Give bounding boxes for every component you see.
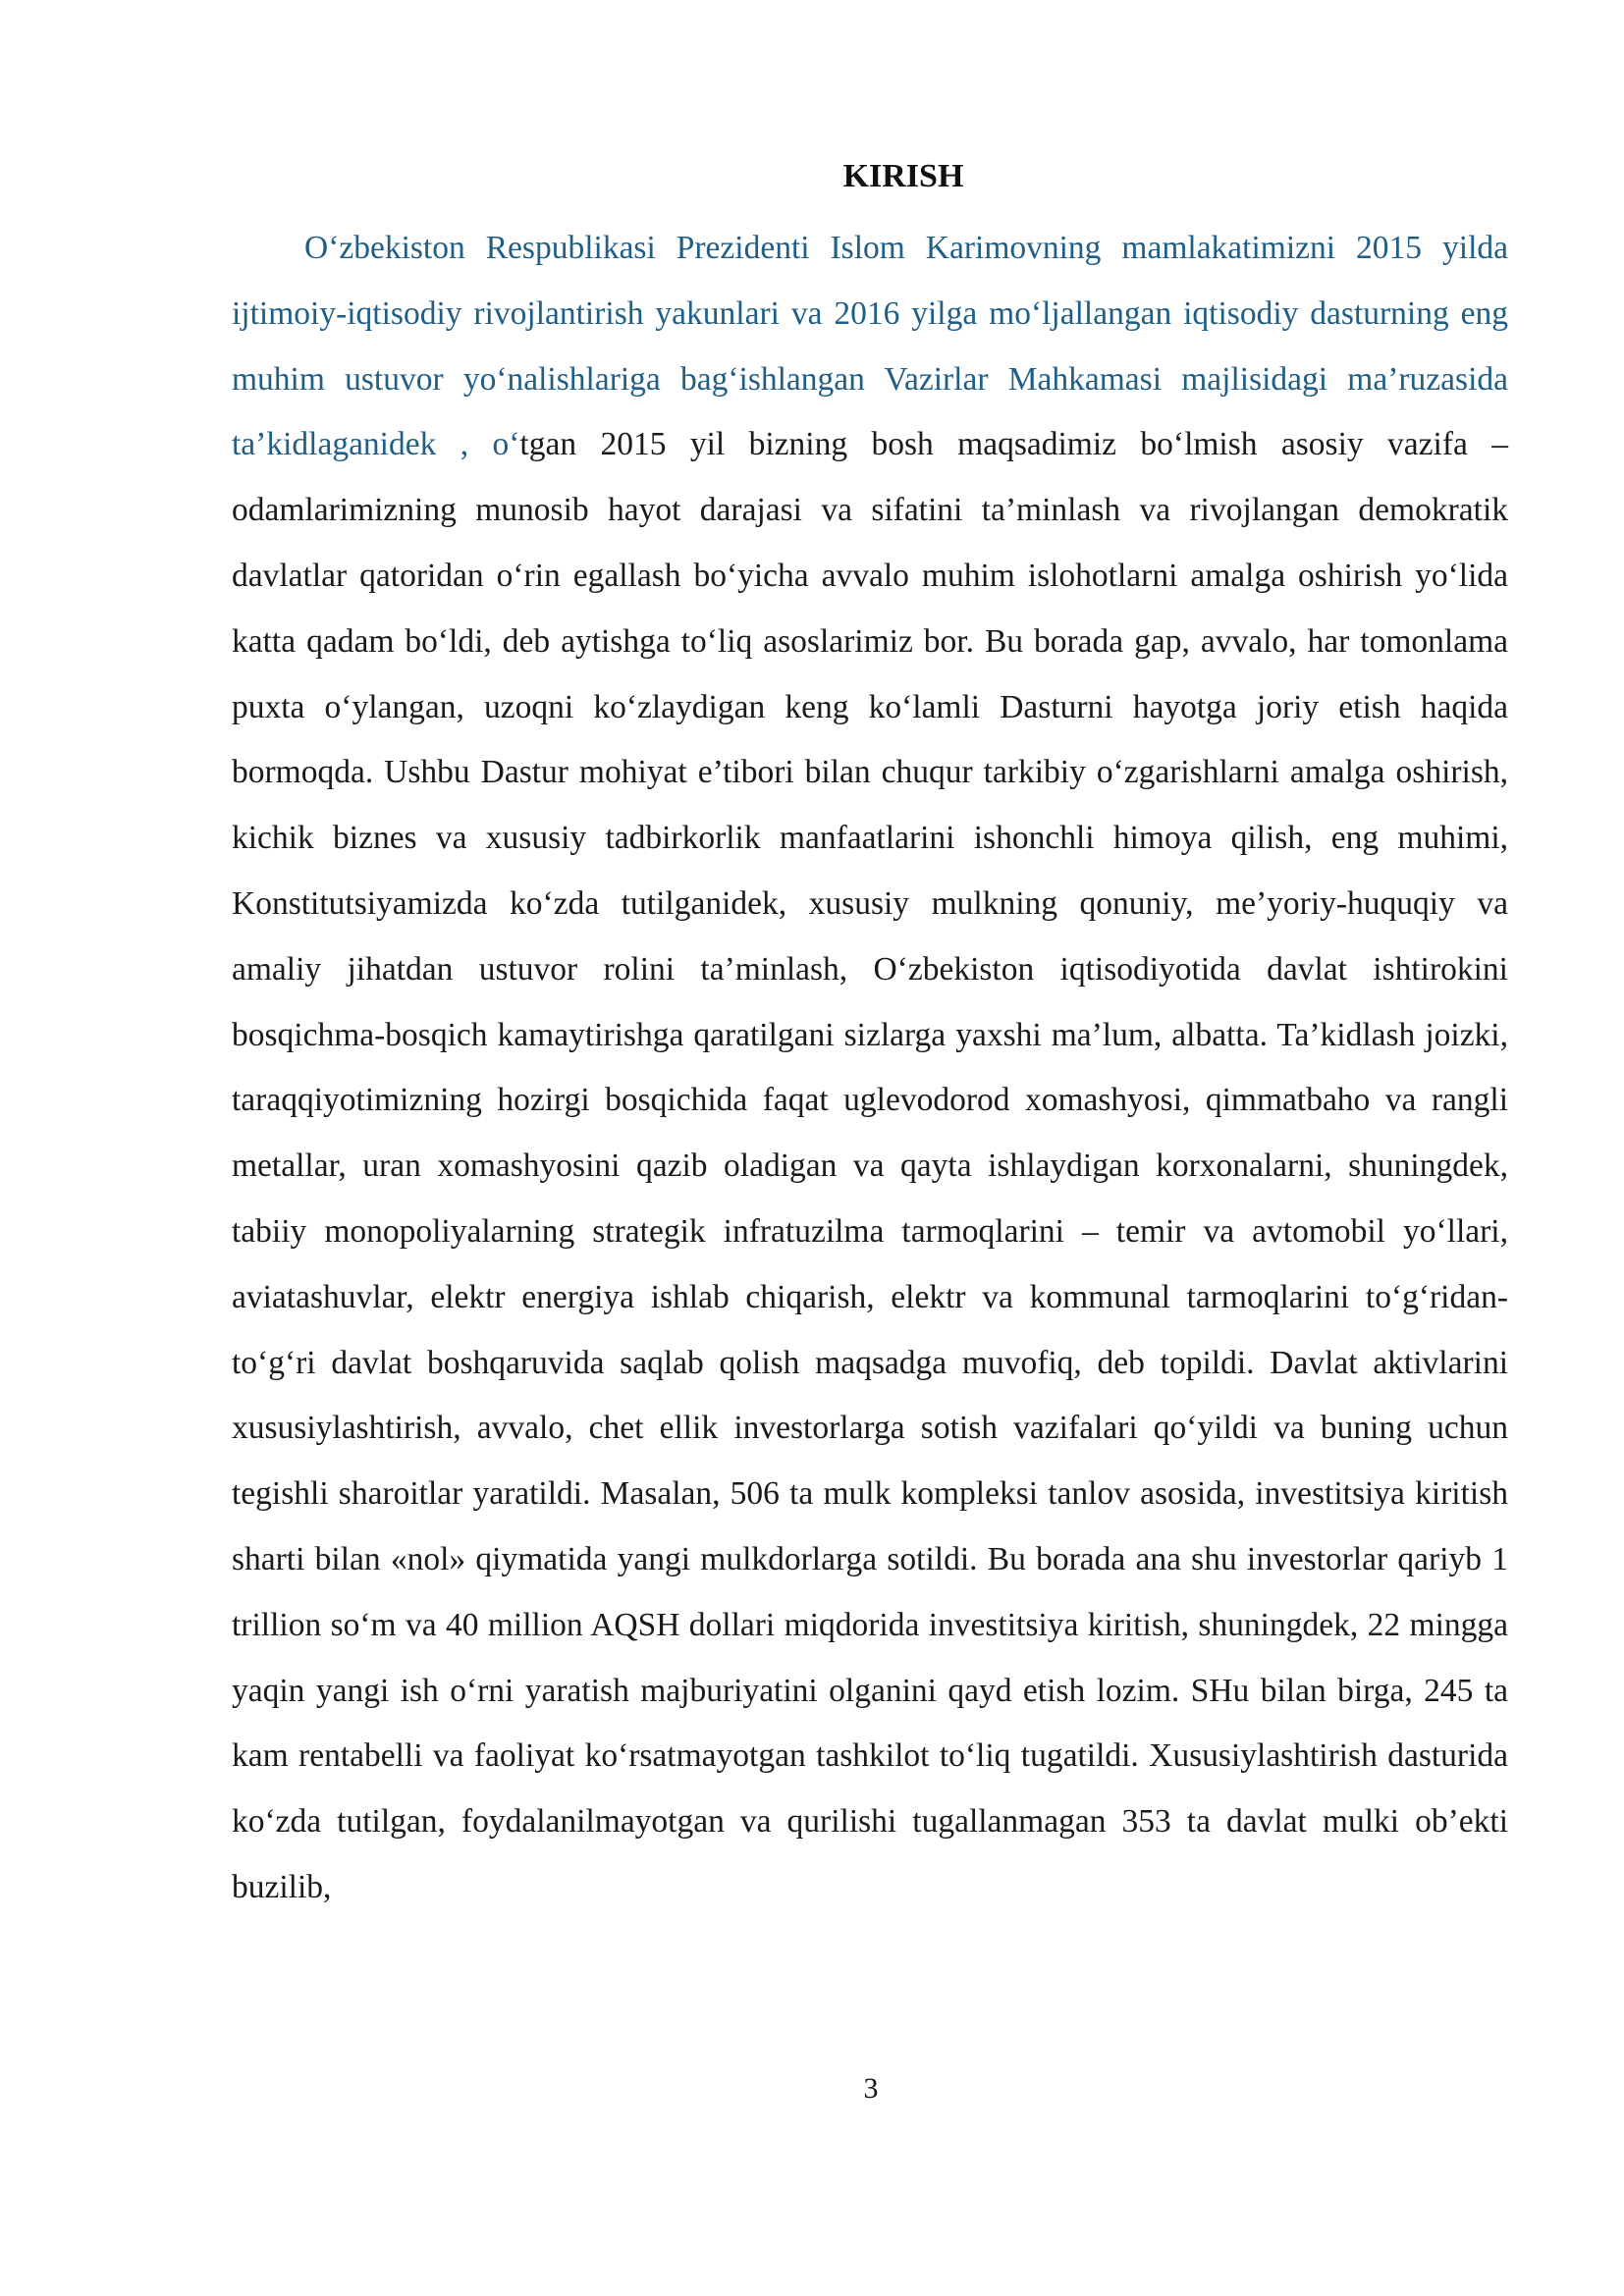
body-text: [232, 216, 1508, 1921]
highlighted-text: O‘zbekiston Respublikasi Prezidenti Islom Karimovning mamlakatimizni 2015 yilda ijtimoiy-iqtisodiy rivojlantirish yakunlari va 2016 yilga mo‘ljallangan iqtisodiy dasturning eng muhim ustuvor yo‘nalishlariga bag‘ishlangan Vazirlar Mahkamasi majlisidagi ma’ruzasida ta’kidlaganidek , o‘: [232, 230, 1508, 463]
page-number: 3: [863, 2072, 879, 2105]
paragraph: [232, 216, 1508, 1921]
paragraph-text: tgan 2015 yil bizning bosh maqsadimiz bo‘lmish asosiy vazifa – odamlarimizning munosib hayot darajasi va sifatini ta’minlash va rivojlangan demokratik davlatlar qatoridan o‘rin egallash bo‘yicha avvalo muhim islohotlarni amalga oshirish yo‘lida katta qadam bo‘ldi, deb aytishga to‘liq asoslarimiz bor. Bu borada gap, avvalo, har tomonlama puxta o‘ylangan, uzoqni ko‘zlaydigan keng ko‘lamli Dasturni hayotga joriy etish haqida bormoqda. Ushbu Dastur mohiyat e’tibori bilan chuqur tarkibiy o‘zgarishlarni amalga oshirish, kichik biznes va xususiy tadbirkorlik manfaatlarini ishonchli himoya qilish, eng muhimi, Konstitutsiyamizda ko‘zda tutilganidek, xususiy mulkning qonuniy, me’yoriy-huquqiy va amaliy jihatdan ustuvor rolini ta’minlash, O‘zbekiston iqtisodiyotida davlat ishtirokini bosqichma-bosqich kamaytirishga qaratilgani sizlarga yaxshi ma’lum, albatta. Ta’kidlash joizki, taraqqiyotimizning hozirgi bosqichida faqat uglevodorod xomashyosi, qimmatbaho va rangli metallar, uran xomashyosini qazib oladigan va qayta ishlaydigan korxonalarni, shuningdek, tabiiy monopoliyalarning strategik infratuzilma tarmoqlarini – temir va avtomobil yo‘llari, aviatashuvlar, elektr energiya ishlab chiqarish, elektr va kommunal tarmoqlarini to‘g‘ridan-to‘g‘ri davlat boshqaruvida saqlab qolish maqsadga muvofiq, deb topildi. Davlat aktivlarini xususiylashtirish, avvalo, chet ellik investorlarga sotish vazifalari qo‘yildi va buning uchun tegishli sharoitlar yaratildi. Masalan, 506 ta mulk kompleksi tanlov asosida, investitsiya kiritish sharti bilan «nol» qiymatida yangi mulkdorlarga sotildi. Bu borada ana shu investorlar qariyb 1 trillion so‘m va 40 million AQSH dollari miqdorida investitsiya kiritish, shuningdek, 22 mingga yaqin yangi ish o‘rni yaratish majburiyatini olganini qayd etish lozim. SHu bilan birga, 245 ta kam rentabelli va faoliyat ko‘rsatmayotgan tashkilot to‘liq tugatildi. Xususiylashtirish dasturida ko‘zda tutilgan, foydalanilmayotgan va qurilishi tugallanmagan 353 ta davlat mulki ob’ekti buzilib,: [232, 426, 1508, 1905]
section-title: KIRISH: [842, 158, 964, 194]
